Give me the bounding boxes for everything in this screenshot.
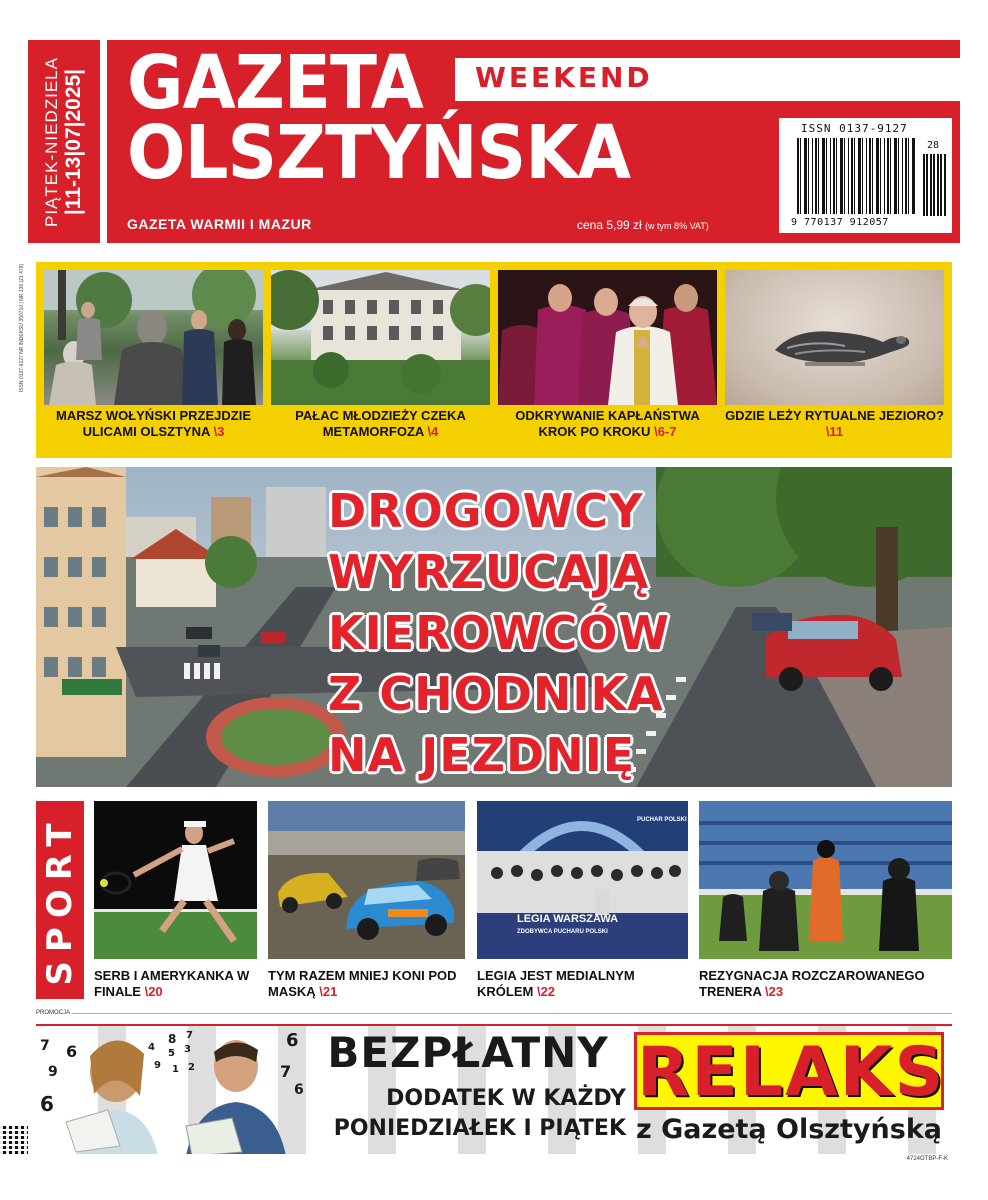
march-photo [44,270,263,405]
promo-details [306,1084,626,1144]
edition-label: WEEKEND [475,61,653,94]
promo-line-2: DODATEK W KAŻDY [386,1086,626,1111]
sport-item-rally[interactable] [268,801,465,1000]
sport-item-rally-title: TYM RAZEM MNIEJ KONI POD MASKĄ [268,968,457,999]
digit: 7 [40,1038,50,1054]
teaser-4-page: \11 [825,424,844,439]
bird-artifact-photo [725,270,944,405]
barcode-box [779,118,952,233]
digit: 5 [168,1048,175,1059]
promo-digits [36,1026,311,1154]
teaser-1-title: MARSZ WOŁYŃSKI PRZEJDZIE ULICAMI OLSZTYNA [55,408,251,439]
bird-artifact-art [725,270,944,405]
masthead [107,40,960,243]
promo-headline: BEZPŁATNY [327,1028,609,1077]
addon-barcode-icon [923,154,947,216]
march-photo-art [44,270,263,405]
palace-photo-art [271,270,490,405]
digit: 2 [188,1062,195,1073]
legia-photo [477,801,688,959]
teaser-3-title: ODKRYWANIE KAPŁAŃSTWA KROK PO KROKU [515,408,700,439]
sport-item-tennis-caption [94,968,257,1000]
relaks-promo[interactable] [36,1024,952,1154]
day-range: PIĄTEK-NIEDZIELA [42,56,61,227]
digit: 6 [294,1082,304,1098]
digit: 4 [148,1042,155,1053]
rally-photo [268,801,465,959]
issue-date: |11-13|07|2025| [62,68,85,215]
lead-headline [328,481,670,786]
legia-banner-sub: ZDOBYWCA PUCHARU POLSKI [517,929,608,935]
priests-photo-art [498,270,717,405]
relaks-brand: RELAKS [637,1033,946,1112]
price [577,218,709,232]
sport-item-football-title: REZYGNACJA ROZCZAROWANEGO TRENERA [699,968,925,999]
legia-board: PUCHAR POLSKI [637,817,687,823]
promo-people-illustration [36,1026,311,1154]
sport-item-rally-page: \21 [319,984,338,999]
barcode-icon [797,138,915,214]
promo-divider [72,1013,952,1014]
teaser-2-caption [271,408,490,440]
sport-section-label [36,801,84,999]
digit: 8 [168,1032,177,1046]
price-note: (w tym 8% VAT) [645,221,709,231]
side-imprint [18,258,26,398]
legia-banner [517,913,618,939]
newspaper-title [127,40,631,196]
promo-line-3: PONIEDZIAŁEK I PIĄTEK [333,1116,626,1141]
lead-story[interactable] [36,467,952,787]
sport-item-rally-caption [268,968,465,1000]
teaser-3[interactable] [498,270,717,440]
headline-line-2: WYRZUCAJĄ [328,545,650,599]
teaser-2-title: PAŁAC MŁODZIEŻY CZEKA METAMORFOZA [295,408,466,439]
teaser-4-caption [725,408,944,440]
teaser-strip [36,262,952,458]
teaser-2[interactable] [271,270,490,440]
palace-photo [271,270,490,405]
issn: ISSN 0137-9127 [801,122,908,135]
football-photo-art [699,801,952,959]
headline-line-3: KIEROWCÓW [328,606,671,660]
sport-item-football[interactable] [699,801,952,1000]
digit: 3 [184,1044,191,1055]
title-line-2: OLSZTYŃSKA [127,110,631,196]
teaser-1-caption [44,408,263,440]
sport-item-tennis-title: SERB I AMERYKANKA W FINALE [94,968,250,999]
teaser-3-caption [498,408,717,440]
digit: 9 [154,1060,161,1071]
barcode-number: 9 770137 912057 [791,217,889,228]
issue-dates [42,42,86,242]
legia-banner-title: LEGIA WARSZAWA [517,913,619,925]
digit: 7 [280,1062,292,1081]
sport-item-tennis[interactable] [94,801,257,1000]
print-code: 4724OTBP-F-K [906,1156,948,1162]
sport-label: SPORT [40,814,80,986]
sport-item-legia-page: \22 [536,984,556,999]
teaser-2-page: \4 [427,424,439,439]
date-strip [28,40,100,243]
digit: 1 [172,1064,179,1075]
teaser-1-page: \3 [213,424,225,439]
digit: 6 [66,1042,78,1061]
tennis-photo-art [94,801,257,959]
price-value: cena 5,99 zł [577,218,642,232]
teaser-4-title: GDZIE LEŻY RYTUALNE JEZIORO? [725,408,944,423]
sport-item-football-caption [699,968,952,1000]
rally-photo-art [268,801,465,959]
digit: 7 [186,1030,193,1041]
promo-label: PROMOCJA [36,1010,71,1016]
digit: 9 [48,1064,58,1080]
tennis-photo [94,801,257,959]
digit: 6 [286,1030,299,1051]
teaser-1[interactable] [44,270,263,440]
football-photo [699,801,952,959]
addon-code: 28 [927,140,940,151]
headline-line-1: DROGOWCY [328,484,644,538]
side-imprint-text: ISSN 0137-9127 NR INDEKSU 350710 | NR 136 (21 478) [19,263,25,393]
sport-item-legia-title: LEGIA JEST MEDIALNYM KRÓLEM [477,968,635,999]
newspaper-subtitle: GAZETA WARMII I MAZUR [127,216,312,232]
digit: 6 [40,1092,54,1116]
sport-item-legia[interactable] [477,801,688,1000]
teaser-4[interactable] [725,270,944,440]
headline-line-4: Z CHODNIKA [328,667,664,721]
priests-photo [498,270,717,405]
sport-item-football-page: \23 [764,984,784,999]
headline-line-5: NA JEZDNIĘ [328,728,636,782]
relaks-logo [634,1032,944,1110]
qr-code-icon[interactable] [0,1126,28,1154]
relaks-tagline: z Gazetą Olsztyńską [635,1114,943,1145]
teaser-3-page: \6-7 [654,424,677,439]
sport-item-legia-caption [477,968,688,1000]
title-line-1: GAZETA [127,40,423,126]
sport-item-tennis-page: \20 [144,984,163,999]
